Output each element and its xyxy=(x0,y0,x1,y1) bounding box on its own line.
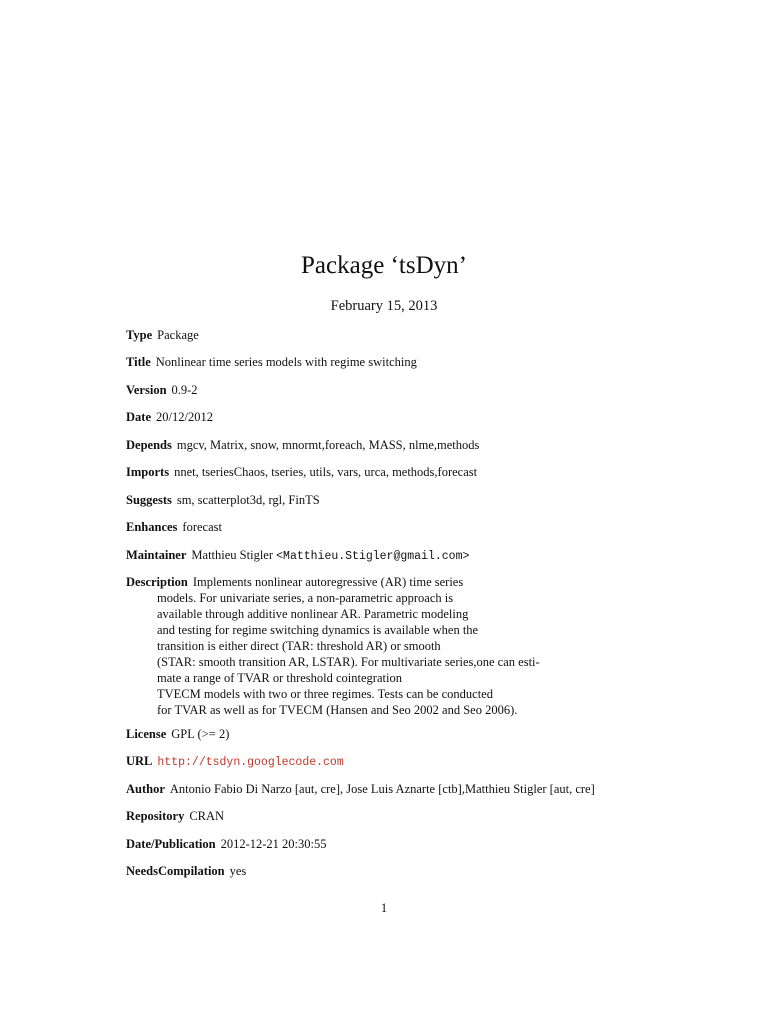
field-url xyxy=(126,753,726,771)
field-value: yes xyxy=(229,864,247,878)
field-key: Date/Publication xyxy=(126,837,216,851)
field-depends xyxy=(126,437,726,454)
field-key: Repository xyxy=(126,809,185,823)
document-date: February 15, 2013 xyxy=(330,298,438,314)
maintainer-email: <Matthieu.Stigler@gmail.com> xyxy=(276,550,470,563)
field-license xyxy=(126,726,726,743)
url-link[interactable]: http://tsdyn.googlecode.com xyxy=(157,756,344,769)
field-type xyxy=(126,327,726,344)
field-key: Enhances xyxy=(126,520,178,534)
field-value: GPL (>= 2) xyxy=(171,727,230,741)
field-version xyxy=(126,382,726,399)
description-line: mate a range of TVAR or threshold cointegration xyxy=(157,671,402,685)
field-value: Antonio Fabio Di Narzo [aut, cre], Jose Luis Aznarte [ctb],Matthieu Stigler [aut, cre] xyxy=(169,782,595,796)
field-suggests xyxy=(126,492,726,509)
field-value: Implements nonlinear autoregressive (AR) time series xyxy=(192,575,464,589)
field-key: Author xyxy=(126,782,165,796)
description-line: models. For univariate series, a non-parametric approach is xyxy=(157,591,454,605)
field-value: mgcv, Matrix, snow, mnormt,foreach, MASS, nlme,methods xyxy=(176,438,480,452)
field-key: Imports xyxy=(126,465,170,479)
field-value: Package xyxy=(157,328,199,342)
field-title xyxy=(126,354,726,371)
description-line: transition is either direct (TAR: threshold AR) or smooth xyxy=(157,639,441,653)
page-title: Package ‘tsDyn’ xyxy=(301,252,467,279)
field-value: 2012-12-21 20:30:55 xyxy=(220,837,327,851)
field-key: URL xyxy=(126,754,153,768)
field-key: License xyxy=(126,727,167,741)
field-value: CRAN xyxy=(189,809,225,823)
field-value: forecast xyxy=(182,520,222,534)
description-line: (STAR: smooth transition AR, LSTAR). For multivariate series,one can esti- xyxy=(157,655,540,669)
field-value: 0.9-2 xyxy=(171,383,198,397)
field-key: Suggests xyxy=(126,493,172,507)
field-date-publication xyxy=(126,836,726,853)
field-maintainer xyxy=(126,547,726,565)
field-key: Version xyxy=(126,383,167,397)
field-key: Description xyxy=(126,575,188,589)
field-key: Type xyxy=(126,328,153,342)
field-repository xyxy=(126,808,726,825)
field-key: Title xyxy=(126,355,151,369)
field-description xyxy=(126,574,726,591)
field-enhances xyxy=(126,519,726,536)
description-line: and testing for regime switching dynamics is available when the xyxy=(157,623,479,637)
field-value: Nonlinear time series models with regime switching xyxy=(155,355,417,369)
field-value: sm, scatterplot3d, rgl, FinTS xyxy=(176,493,320,507)
field-needs-compilation xyxy=(126,863,726,880)
field-key: Maintainer xyxy=(126,548,187,562)
field-value: 20/12/2012 xyxy=(156,410,213,424)
field-value: Matthieu Stigler xyxy=(191,548,274,562)
description-line: for TVAR as well as for TVECM (Hansen and Seo 2002 and Seo 2006). xyxy=(157,703,518,717)
page-number: 1 xyxy=(380,901,388,915)
field-value: nnet, tseriesChaos, tseries, utils, vars, urca, methods,forecast xyxy=(174,465,478,479)
field-imports xyxy=(126,464,726,481)
field-author xyxy=(126,781,726,798)
description-line: available through additive nonlinear AR. Parametric modeling xyxy=(157,607,469,621)
field-key: Date xyxy=(126,410,151,424)
field-key: Depends xyxy=(126,438,172,452)
description-line: TVECM models with two or three regimes. Tests can be conducted xyxy=(157,687,493,701)
field-date xyxy=(126,409,726,426)
field-key: NeedsCompilation xyxy=(126,864,225,878)
